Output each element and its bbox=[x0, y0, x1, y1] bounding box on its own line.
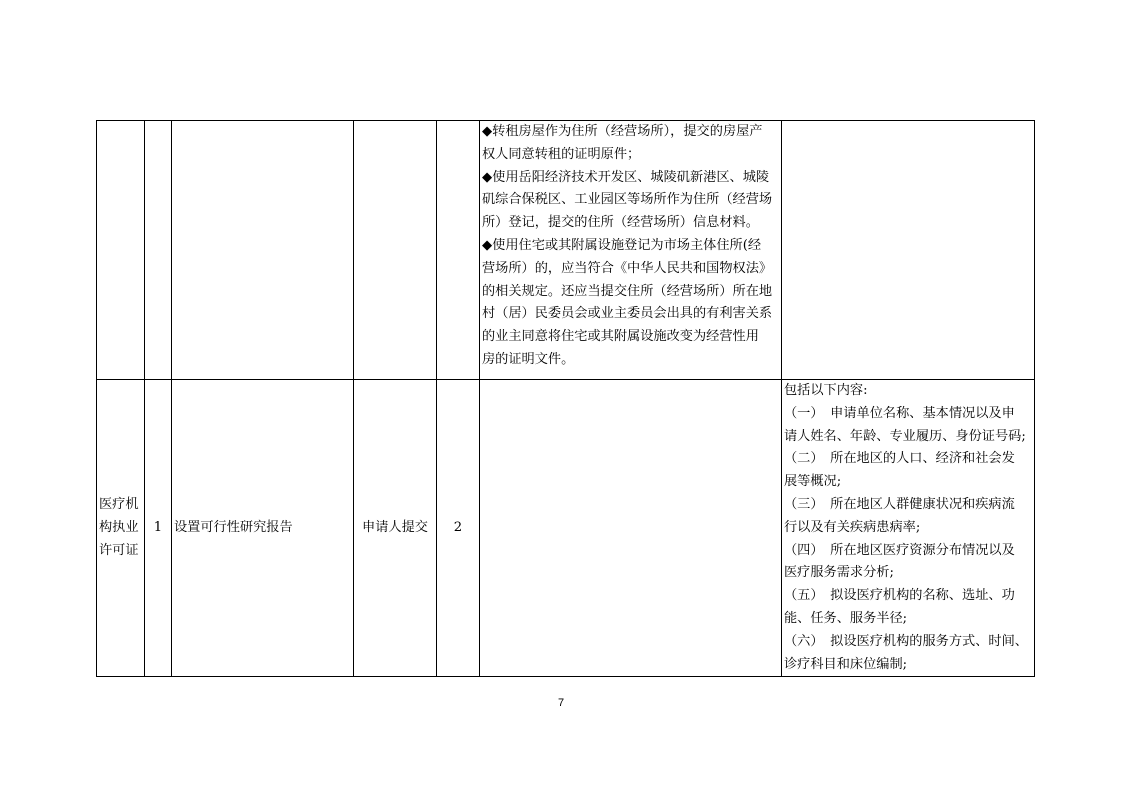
conditions-line: 所）登记，提交的住所（经营场所）信息材料。 bbox=[482, 215, 759, 231]
materials-table bbox=[96, 120, 1035, 677]
copies-cell: 2 bbox=[437, 380, 480, 677]
category-cell bbox=[97, 380, 145, 677]
notes-line: 展等概况; bbox=[784, 474, 842, 490]
notes-line: 请人姓名、年龄、专业履历、身份证号码; bbox=[784, 428, 1026, 444]
conditions-line: ◆使用岳阳经济技术开发区、城陵矶新港区、城陵 bbox=[482, 169, 770, 185]
notes-cell bbox=[782, 121, 1035, 380]
index-cell: 1 bbox=[145, 380, 172, 677]
notes-cell bbox=[782, 380, 1035, 677]
conditions-line: ◆使用住宅或其附属设施登记为市场主体住所(经 bbox=[482, 237, 762, 253]
conditions-line: 村（居）民委员会或业主委员会出具的有利害关系 bbox=[482, 306, 773, 322]
notes-line: 包括以下内容: bbox=[784, 383, 868, 398]
conditions-line: 营场所）的，应当符合《中华人民共和国物权法》 bbox=[482, 260, 773, 276]
conditions-cell bbox=[480, 121, 782, 380]
conditions-line: 的相关规定。还应当提交住所（经营场所）所在地 bbox=[482, 283, 773, 299]
index-cell bbox=[145, 121, 172, 380]
category-line: 构执业 bbox=[99, 519, 139, 535]
notes-line: 行以及有关疾病患病率; bbox=[784, 519, 921, 535]
material-cell: 设置可行性研究报告 bbox=[172, 380, 354, 677]
conditions-line: 矶综合保税区、工业园区等场所作为住所（经营场 bbox=[482, 192, 773, 208]
table-row bbox=[97, 121, 1035, 380]
category-line: 医疗机 bbox=[99, 496, 139, 512]
source-cell: 申请人提交 bbox=[354, 380, 437, 677]
material-cell bbox=[172, 121, 354, 380]
page-number: 7 bbox=[557, 697, 565, 709]
table-row bbox=[97, 380, 1035, 677]
notes-line: （二） 所在地区的人口、经济和社会发 bbox=[784, 451, 1015, 467]
conditions-line: 房的证明文件。 bbox=[482, 351, 575, 367]
notes-line: （四） 所在地区医疗资源分布情况以及 bbox=[784, 542, 1015, 558]
conditions-line: ◆转租房屋作为住所（经营场所），提交的房屋产 bbox=[482, 124, 763, 139]
category-cell bbox=[97, 121, 145, 380]
notes-line: （六） 拟设医疗机构的服务方式、时间、 bbox=[784, 633, 1028, 649]
notes-line: （三） 所在地区人群健康状况和疾病流 bbox=[784, 496, 1015, 512]
notes-line: （一） 申请单位名称、基本情况以及申 bbox=[784, 405, 1015, 421]
category-line: 许可证 bbox=[99, 542, 139, 558]
notes-line: 医疗服务需求分析; bbox=[784, 565, 894, 581]
copies-cell bbox=[437, 121, 480, 380]
notes-line: 诊疗科目和床位编制; bbox=[784, 656, 908, 672]
conditions-line: 权人同意转租的证明原件； bbox=[482, 146, 641, 162]
conditions-cell bbox=[480, 380, 782, 677]
notes-line: （五） 拟设医疗机构的名称、选址、功 bbox=[784, 588, 1015, 604]
conditions-line: 的业主同意将住宅或其附属设施改变为经营性用 bbox=[482, 329, 759, 345]
notes-line: 能、任务、服务半径; bbox=[784, 610, 908, 626]
source-cell bbox=[354, 121, 437, 380]
